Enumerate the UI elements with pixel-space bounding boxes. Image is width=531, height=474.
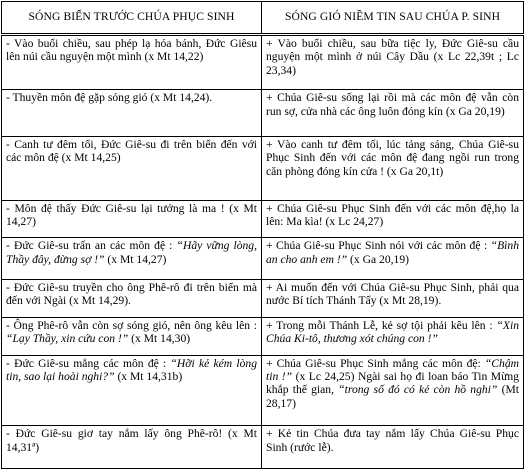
quote-text: “Bình an cho anh em !” xyxy=(266,239,519,266)
cell-before-easter xyxy=(2,238,262,280)
quote-text: “Lạy Thầy, xin cứu con !” xyxy=(6,332,129,345)
quote-text: “Hỡi kẻ kém lòng tin, sao lại hoài nghi?” xyxy=(6,356,258,383)
cell-after-easter xyxy=(262,426,524,469)
cell-before-easter xyxy=(2,136,262,200)
cell-text: + Kẻ tin Chúa đưa tay nắm lấy Chúa Giê-su Phục Sinh (rước lễ). xyxy=(266,427,519,454)
table-row xyxy=(2,355,524,426)
cell-after-easter xyxy=(262,35,524,90)
cell-text: - Đức Giê-su truyền cho ông Phê-rô đi trên biển mà đến với Ngài (x Mt 14,29). xyxy=(6,280,257,308)
cell-text: (Mt 28,17) xyxy=(266,383,519,410)
table-row xyxy=(2,317,524,355)
cell-text: - Canh tư đêm tối, Đức Giê-su đi trên biển đến với các môn đệ (x Mt 14,25) xyxy=(6,137,257,165)
cell-before-easter xyxy=(2,90,262,137)
cell-text: - Môn đệ thấy Đức Giê-su lại tưởng là ma ! (x Mt 14,27) xyxy=(6,201,257,228)
header-right: SÓNG GIÓ NIỀM TIN SAU CHÚA P. SINH xyxy=(262,2,524,35)
cell-text: - Đức Giê-su giơ tay nắm lấy ông Phê-rô! (x Mt 14,31ª) xyxy=(6,427,257,454)
cell-text: (x Mt 14,31b) xyxy=(114,369,183,383)
table-row xyxy=(2,426,524,469)
cell-text: - Thuyền môn đệ gặp sóng gió (x Mt 14,24). xyxy=(6,91,213,105)
cell-after-easter xyxy=(262,317,524,355)
cell-text: + Ai muốn đến với Chúa Giê-su Phục Sinh, phải qua nước Bí tích Thánh Tẩy (x Mt 28,19). xyxy=(266,280,519,308)
cell-after-easter xyxy=(262,355,524,426)
cell-text: - Đức Giê-su mắng các môn đệ : xyxy=(6,356,171,370)
cell-after-easter xyxy=(262,200,524,238)
cell-text: (x Mt 14,27) xyxy=(104,252,167,266)
cell-after-easter xyxy=(262,90,524,137)
cell-text: + Trong mỗi Thánh Lễ, kẻ sợ tội phải kêu lên : xyxy=(266,318,497,332)
table-row xyxy=(2,238,524,280)
cell-before-easter xyxy=(2,279,262,317)
cell-before-easter xyxy=(2,35,262,90)
cell-text: + Chúa Giê-su Phục Sinh mắng các môn đệ: xyxy=(266,356,485,370)
quote-text: “Hãy vững lòng, Thầy đây, đừng sợ !” xyxy=(6,239,257,266)
quote-text: “trong số đó có kẻ còn hồ nghi” xyxy=(338,383,498,397)
cell-text: + Chúa Giê-su Phục Sinh nói với các môn đệ : xyxy=(266,239,491,253)
header-row xyxy=(2,2,524,35)
cell-text: - Vào buổi chiều, sau phép lạ hóa bánh, Đức Giêsu lên núi cầu nguyện một mình (x Mt 14,22) xyxy=(6,37,257,64)
cell-text: (x Ga 20,19) xyxy=(347,252,409,266)
quote-text: “Chậm tin !” xyxy=(266,356,519,383)
cell-before-easter xyxy=(2,200,262,238)
cell-text: - Ông Phê-rô vẫn còn sợ sóng gió, nên ông kêu lên : xyxy=(6,318,257,332)
header-left: SÓNG BIỂN TRƯỚC CHÚA PHỤC SINH xyxy=(2,2,262,35)
cell-after-easter xyxy=(262,238,524,280)
cell-text: + Vào buổi chiều, sau bữa tiệc ly, Đức Giê-su cầu nguyện một mình ở núi Cây Dầu (x Lc 22,39t ; Lc 23,34) xyxy=(266,37,519,77)
table-row xyxy=(2,90,524,137)
cell-after-easter xyxy=(262,136,524,200)
cell-before-easter xyxy=(2,426,262,469)
table-row xyxy=(2,279,524,317)
table-row xyxy=(2,200,524,238)
cell-text: - Đức Giê-su trấn an các môn đệ : xyxy=(6,239,177,253)
cell-text: (x Mt 14,30) xyxy=(128,332,191,345)
table-row xyxy=(2,35,524,90)
quote-text: “Xin Chúa Ki-tô, thương xót chúng con !” xyxy=(266,318,519,345)
cell-after-easter xyxy=(262,279,524,317)
cell-text: + Chúa Giê-su sống lại rồi mà các môn đệ vẫn còn run sợ, cửa nhà các ông luôn đóng kín (x Ga 20,19) xyxy=(266,91,519,118)
cell-text: + Vào canh tư đêm tối, lúc tảng sáng, Chúa Giê-su Phục Sinh đến với các môn đệ đang ngồi run trong căn phòng đóng kín cửa ! (x Ga 20,1t) xyxy=(266,137,519,178)
cell-text: (x Lc 24,25) Ngài sai họ đi loan báo Tin Mừng khắp thế gian, xyxy=(266,369,519,397)
cell-before-easter xyxy=(2,317,262,355)
cell-text: + Chúa Giê-su Phục Sinh đến với các môn đệ,họ la lên: Ma kìa! (x Lc 24,27) xyxy=(266,201,519,228)
comparison-table xyxy=(1,1,524,469)
cell-before-easter xyxy=(2,355,262,426)
table-row xyxy=(2,136,524,200)
